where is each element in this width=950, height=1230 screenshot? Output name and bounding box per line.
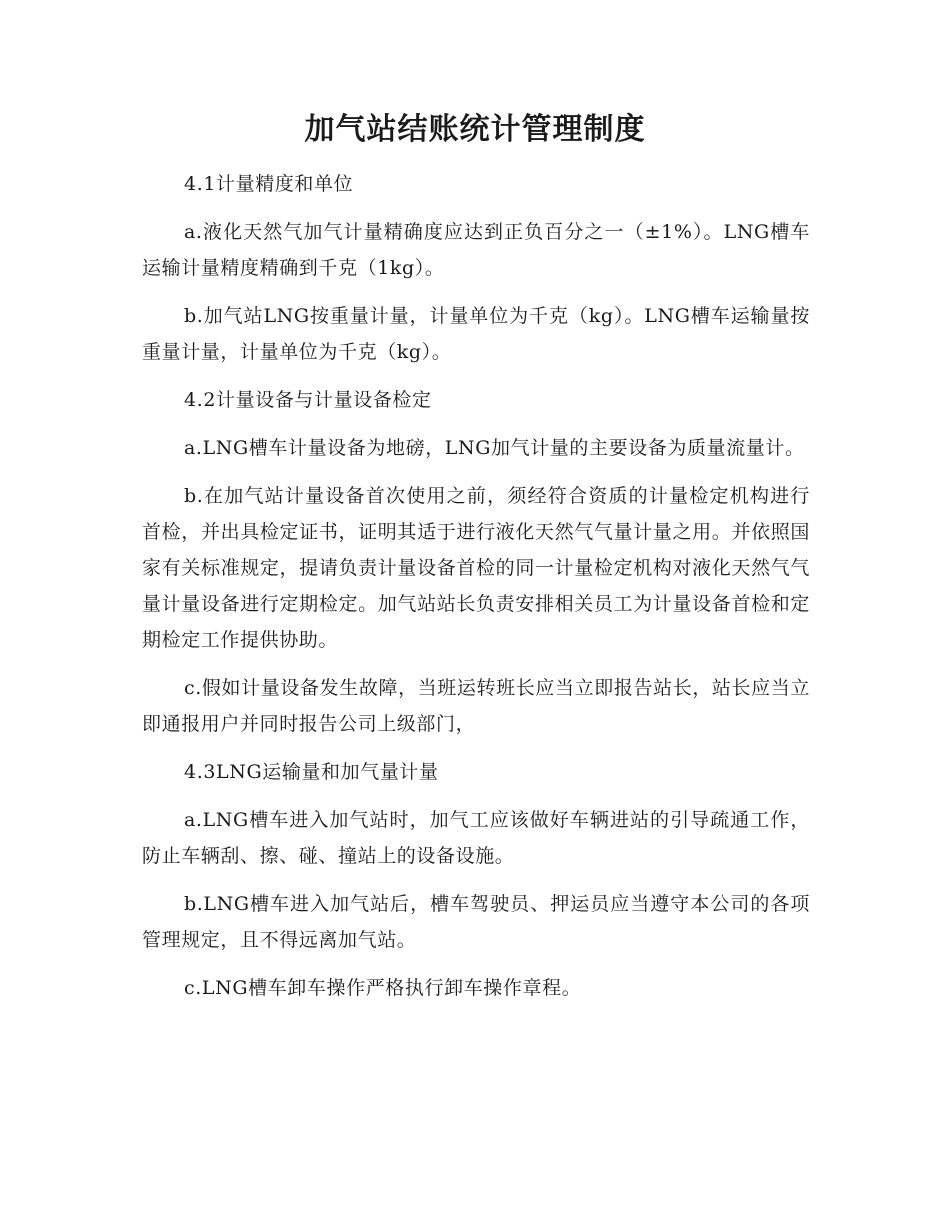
paragraph: c.假如计量设备发生故障，当班运转班长应当立即报告站长，站长应当立即通报用户并同时报告公司上级部门， xyxy=(142,677,810,735)
paragraph: b.LNG槽车进入加气站后，槽车驾驶员、押运员应当遵守本公司的各项管理规定，且不得远离加气站。 xyxy=(142,893,810,951)
paragraph: b.加气站LNG按重量计量，计量单位为千克（kg）。LNG槽车运输量按重量计量，计量单位为千克（kg）。 xyxy=(142,305,810,363)
paragraph: c.LNG槽车卸车操作严格执行卸车操作章程。 xyxy=(184,977,582,999)
paragraph: a.LNG槽车计量设备为地磅，LNG加气计量的主要设备为质量流量计。 xyxy=(184,437,805,459)
document-body xyxy=(142,166,810,1018)
section-heading-4-3: 4.3LNG运输量和加气量计量 xyxy=(184,761,439,783)
document-title: 加气站结账统计管理制度 xyxy=(304,112,646,147)
section-heading-4-1: 4.1计量精度和单位 xyxy=(184,173,354,195)
paragraph: a.液化天然气加气计量精确度应达到正负百分之一（±1%）。LNG槽车运输计量精度精确到千克（1kg）。 xyxy=(142,221,810,279)
section-heading-4-2: 4.2计量设备与计量设备检定 xyxy=(184,389,432,411)
paragraph: a.LNG槽车进入加气站时，加气工应该做好车辆进站的引导疏通工作，防止车辆刮、擦、碰、撞站上的设备设施。 xyxy=(142,809,810,867)
paragraph: b.在加气站计量设备首次使用之前，须经符合资质的计量检定机构进行首检，并出具检定证书，证明其适于进行液化天然气气量计量之用。并依照国家有关标准规定，提请负责计量设备首检的同一计量检定机构对液化天然气气量计量设备进行定期检定。加气站站长负责安排相关员工为计量设备首检和定期检定工作提供协助。 xyxy=(142,485,810,651)
